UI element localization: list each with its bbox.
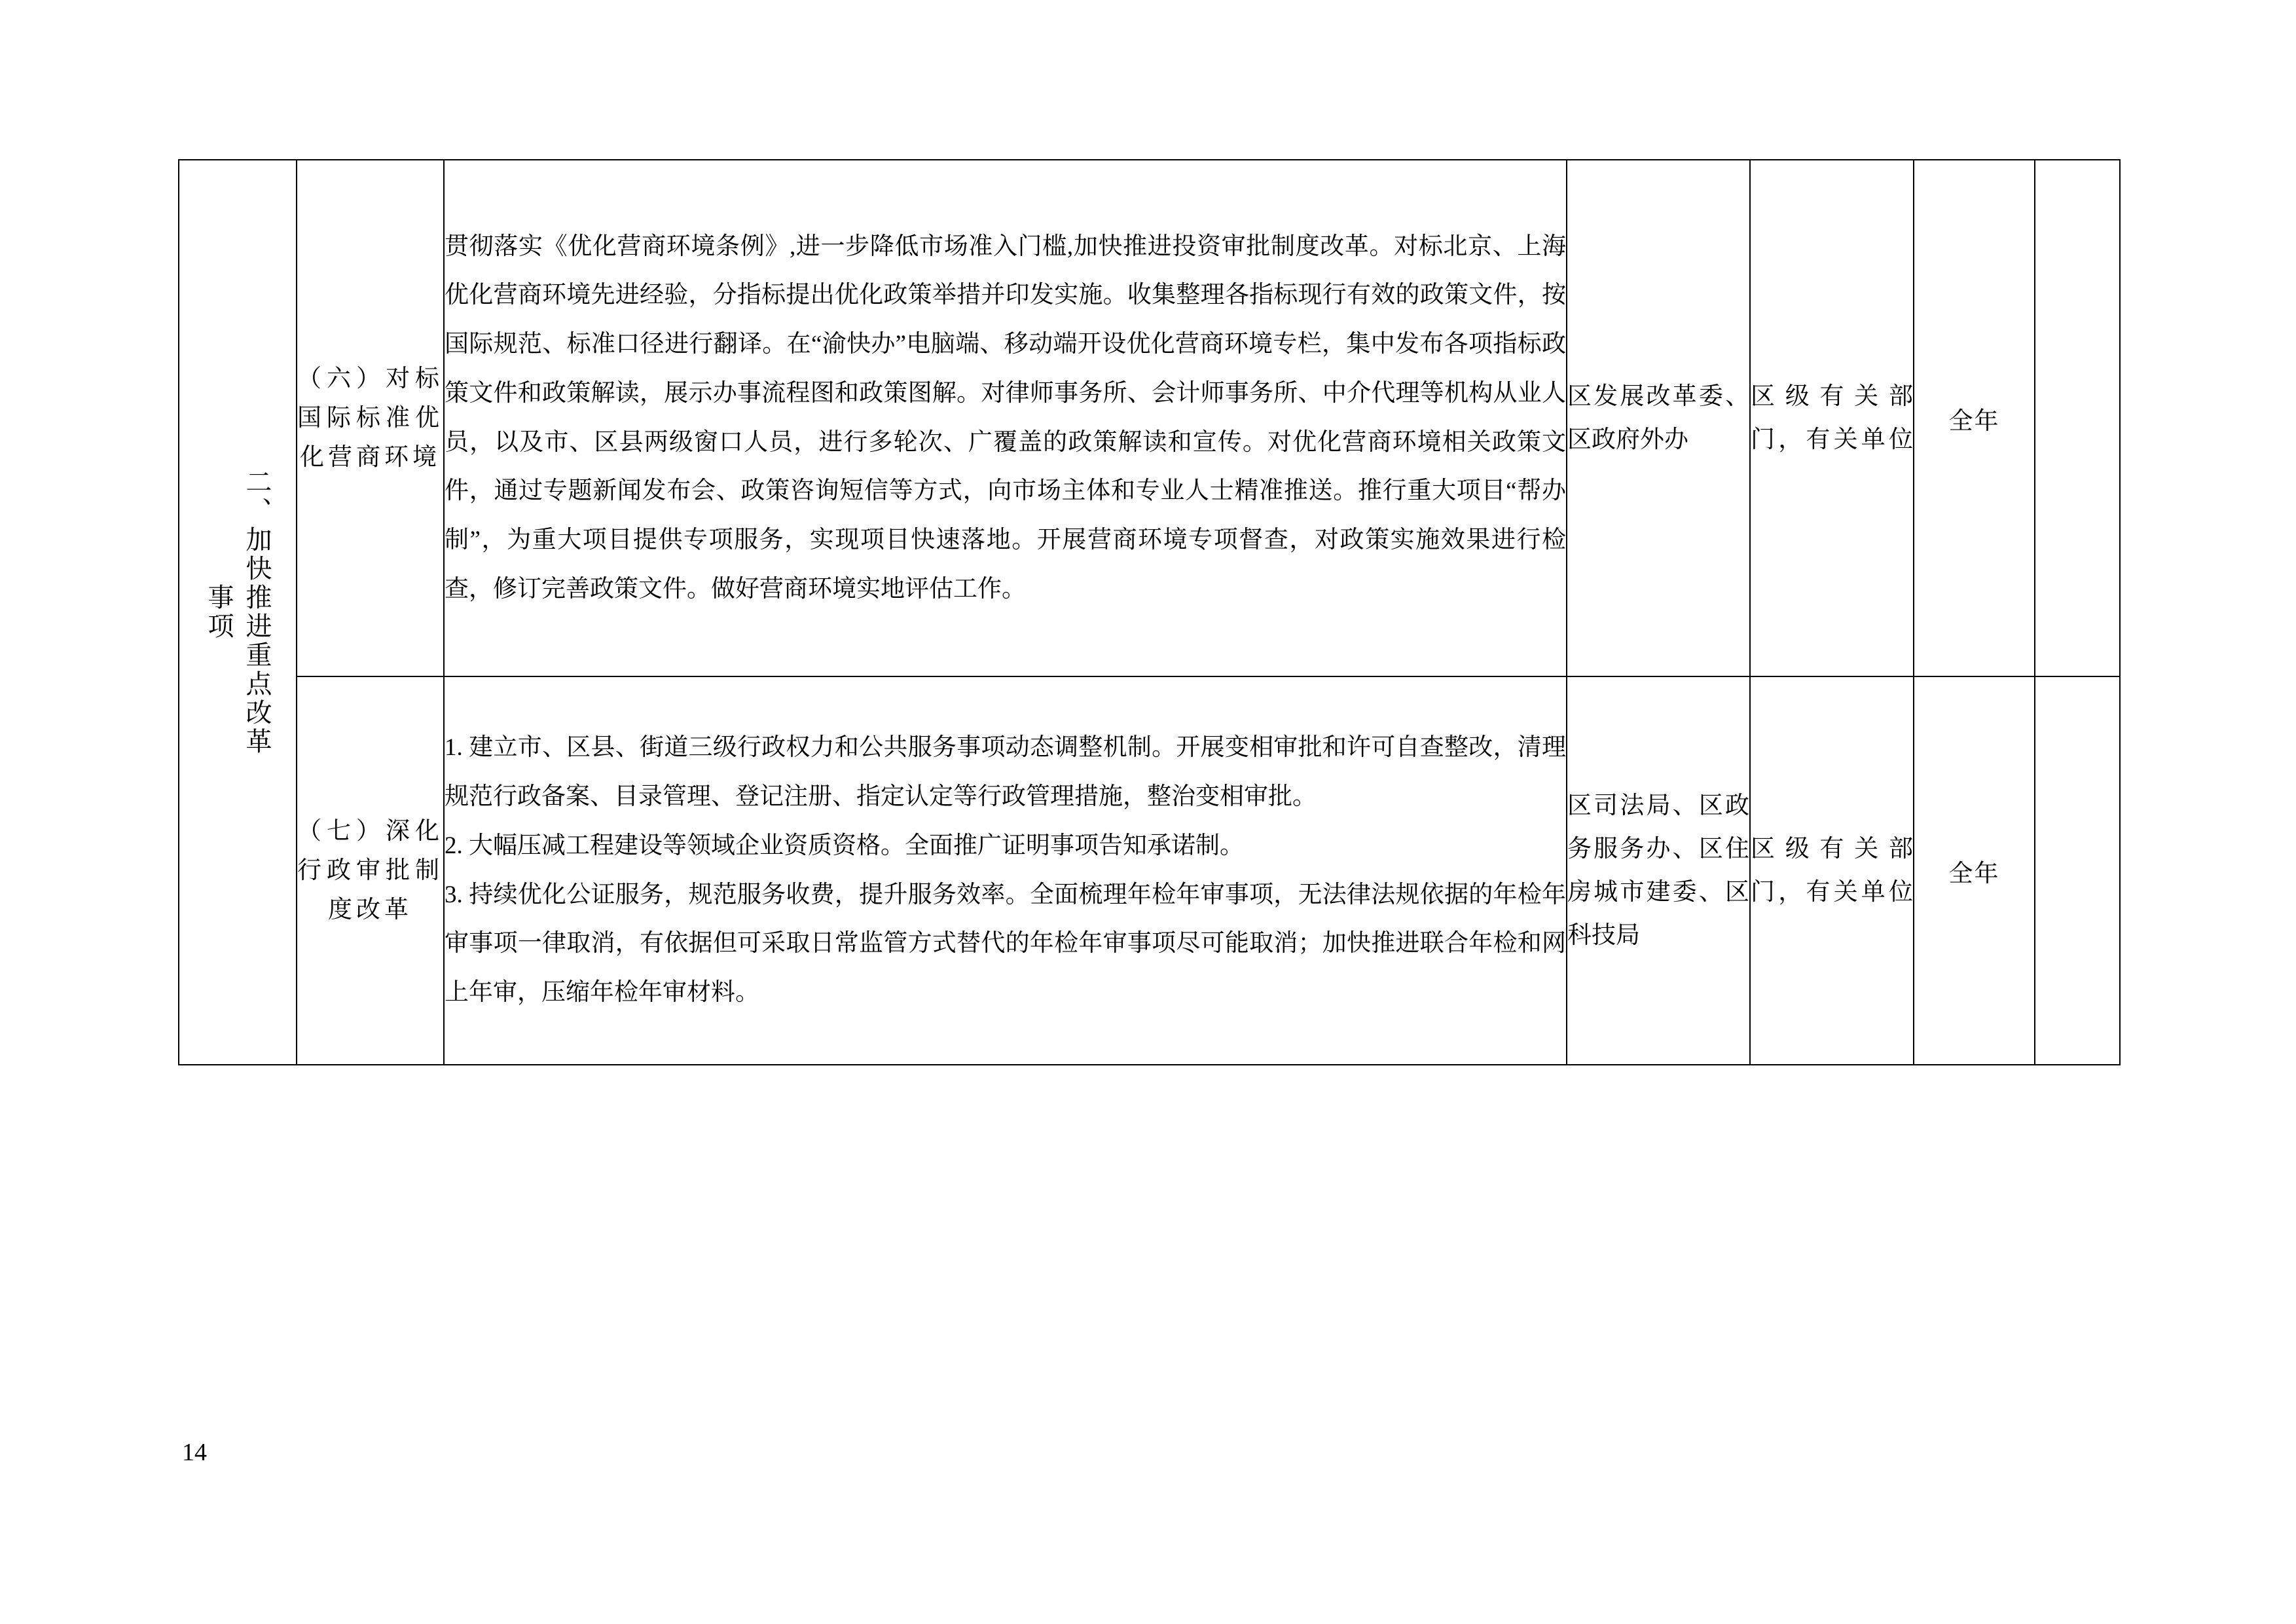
timeframe-label: 全年 [1948, 407, 2000, 435]
table-row [179, 160, 2120, 676]
task-paragraph: 2. 大幅压减工程建设等领域企业资质资格。全面推广证明事项告知承诺制。 [445, 832, 1244, 859]
task-description-cell-six [444, 160, 1567, 676]
item-name-cell-seven [297, 676, 444, 1065]
reform-tasks-table [178, 159, 2121, 1065]
lead-department-cell-seven [1567, 676, 1750, 1065]
timeframe-cell-six [1914, 160, 2035, 676]
task-paragraph: 1. 建立市、区县、街道三级行政权力和公共服务事项动态调整机制。开展变相审批和许可自查整改，清理规范行政备案、目录管理、登记注册、指定认定等行政管理措施，整治变相审批。 [445, 734, 1566, 811]
task-paragraph: 3. 持续优化公证服务，规范服务收费，提升服务效率。全面梳理年检年审事项，无法律法规依据的年检年审事项一律取消，有依据但可采取日常监管方式替代的年检年审事项尽可能取消；加快推进联合年检和网上年审，压缩年检年审材料。 [445, 881, 1566, 1006]
cooperating-units-label: 区级有关部门，有关单位 [1751, 835, 1913, 906]
table-row [179, 676, 2120, 1065]
category-label: 二、加快推进重点改革事项 [204, 468, 272, 756]
lead-department-label: 区发展改革委、区政府外办 [1567, 382, 1749, 453]
task-paragraph: 贯彻落实《优化营商环境条例》,进一步降低市场准入门槛,加快推进投资审批制度改革。对标北京、上海优化营商环境先进经验，分指标提出优化政策举措并印发实施。收集整理各指标现行有效的政策文件，按国际规范、标准口径进行翻译。在“渝快办”电脑端、移动端开设优化营商环境专栏，集中发布各项指标政策文件和政策解读，展示办事流程图和政策图解。对律师事务所、会计师事务所、中介代理等机构从业人员，以及市、区县两级窗口人员，进行多轮次、广覆盖的政策解读和宣传。对优化营商环境相关政策文件，通过专题新闻发布会、政策咨询短信等方式，向市场主体和专业人士精准推送。推行重大项目“帮办制”，为重大项目提供专项服务，实现项目快速落地。开展营商环境专项督查，对政策实施效果进行检查，修订完善政策文件。做好营商环境实地评估工作。 [445, 232, 1566, 602]
lead-department-cell-six [1567, 160, 1750, 676]
timeframe-label: 全年 [1948, 860, 2000, 887]
task-description-cell-seven [444, 676, 1567, 1065]
cooperating-units-label: 区级有关部门，有关单位 [1751, 382, 1913, 453]
item-label: （六）对标国际标准优化营商环境 [297, 365, 443, 471]
timeframe-cell-seven [1914, 676, 2035, 1065]
item-name-cell-six [297, 160, 444, 676]
page-number: 14 [182, 1439, 207, 1466]
lead-department-label: 区司法局、区政务服务办、区住房城市建委、区科技局 [1567, 792, 1749, 949]
cooperating-units-cell-seven [1750, 676, 1914, 1065]
extra-cell-seven [2035, 676, 2120, 1065]
item-label: （七）深化行政审批制度改革 [297, 817, 443, 923]
category-cell [179, 160, 297, 1065]
extra-cell-six [2035, 160, 2120, 676]
cooperating-units-cell-six [1750, 160, 1914, 676]
